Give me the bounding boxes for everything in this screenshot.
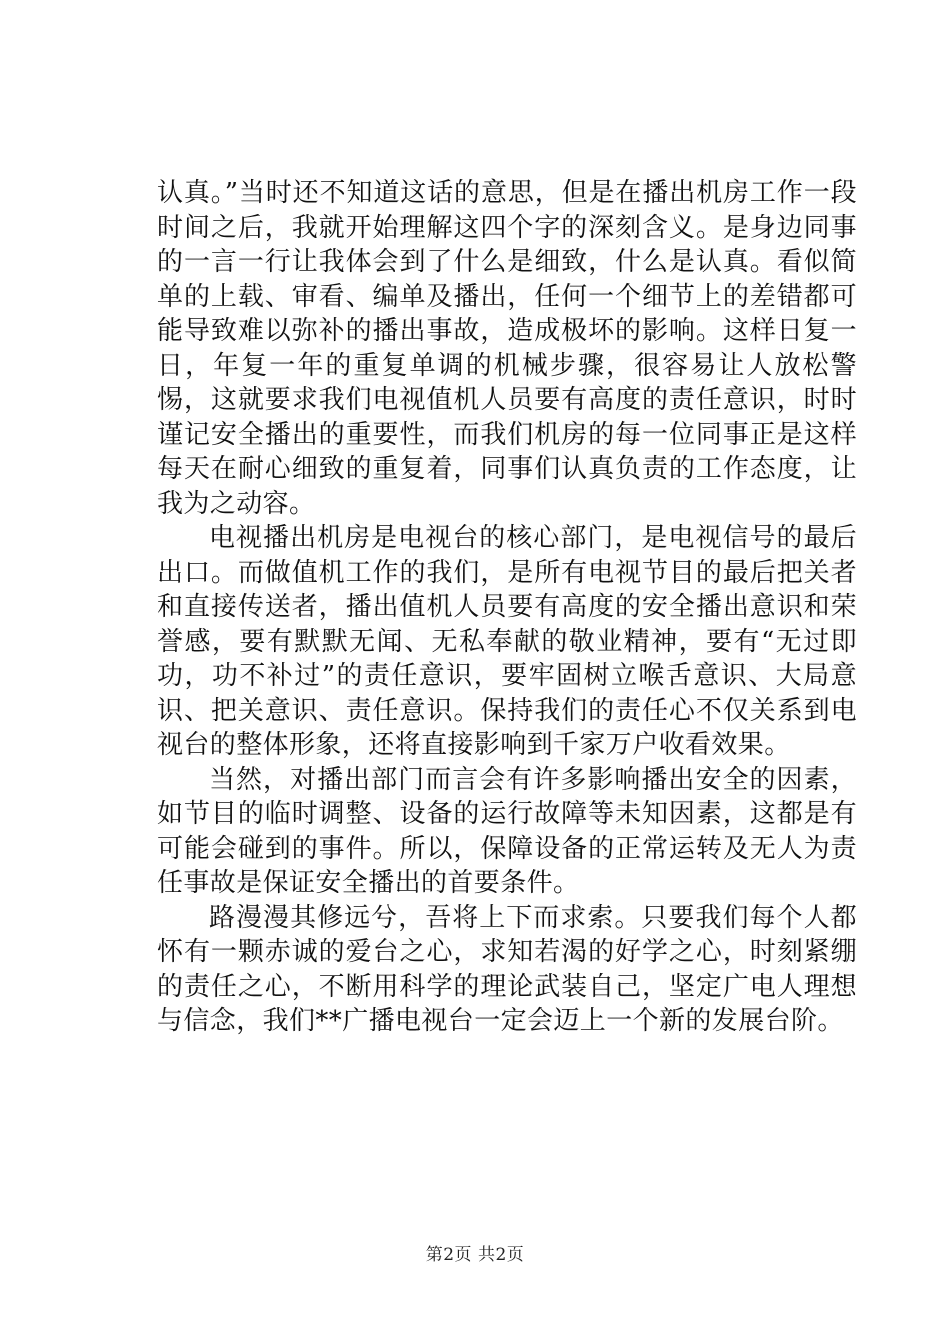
body-paragraph-3: 当然，对播出部门而言会有许多影响播出安全的因素，如节目的临时调整、设备的运行故障等未知因素，这都是有可能会碰到的事件。所以，保障设备的正常运转及无人为责任事故是保证安全播出的首要条件。	[157, 764, 857, 898]
body-paragraph-2: 电视播出机房是电视台的核心部门，是电视信号的最后出口。而做值机工作的我们，是所有电视节目的最后把关者和直接传送者，播出值机人员要有高度的安全播出意识和荣誉感，要有默默无闻、无私奉献的敬业精神，要有“无过即功，功不补过”的责任意识，要牢固树立喉舌意识、大局意识、把关意识、责任意识。保持我们的责任心不仅关系到电视台的整体形象，还将直接影响到千家万户收看效果。	[157, 523, 857, 760]
body-paragraph-4: 路漫漫其修远兮，吾将上下而求索。只要我们每个人都怀有一颗赤诚的爱台之心，求知若渴的好学之心，时刻紧绷的责任之心，不断用科学的理论武装自己，坚定广电人理想与信念，我们**广播电视台一定会迈上一个新的发展台阶。	[157, 902, 857, 1036]
body-paragraph-1: 认真。”当时还不知道这话的意思，但是在播出机房工作一段时间之后，我就开始理解这四个字的深刻含义。是身边同事的一言一行让我体会到了什么是细致，什么是认真。看似简单的上载、审看、编单及播出，任何一个细节上的差错都可能导致难以弥补的播出事故，造成极坏的影响。这样日复一日，年复一年的重复单调的机械步骤，很容易让人放松警惕，这就要求我们电视值机人员要有高度的责任意识，时时谨记安全播出的重要性，而我们机房的每一位同事正是这样每天在耐心细致的重复着，同事们认真负责的工作态度，让我为之动容。	[157, 178, 857, 519]
page-number-footer: 第2页 共2页	[425, 1245, 525, 1265]
document-body	[157, 176, 857, 1039]
